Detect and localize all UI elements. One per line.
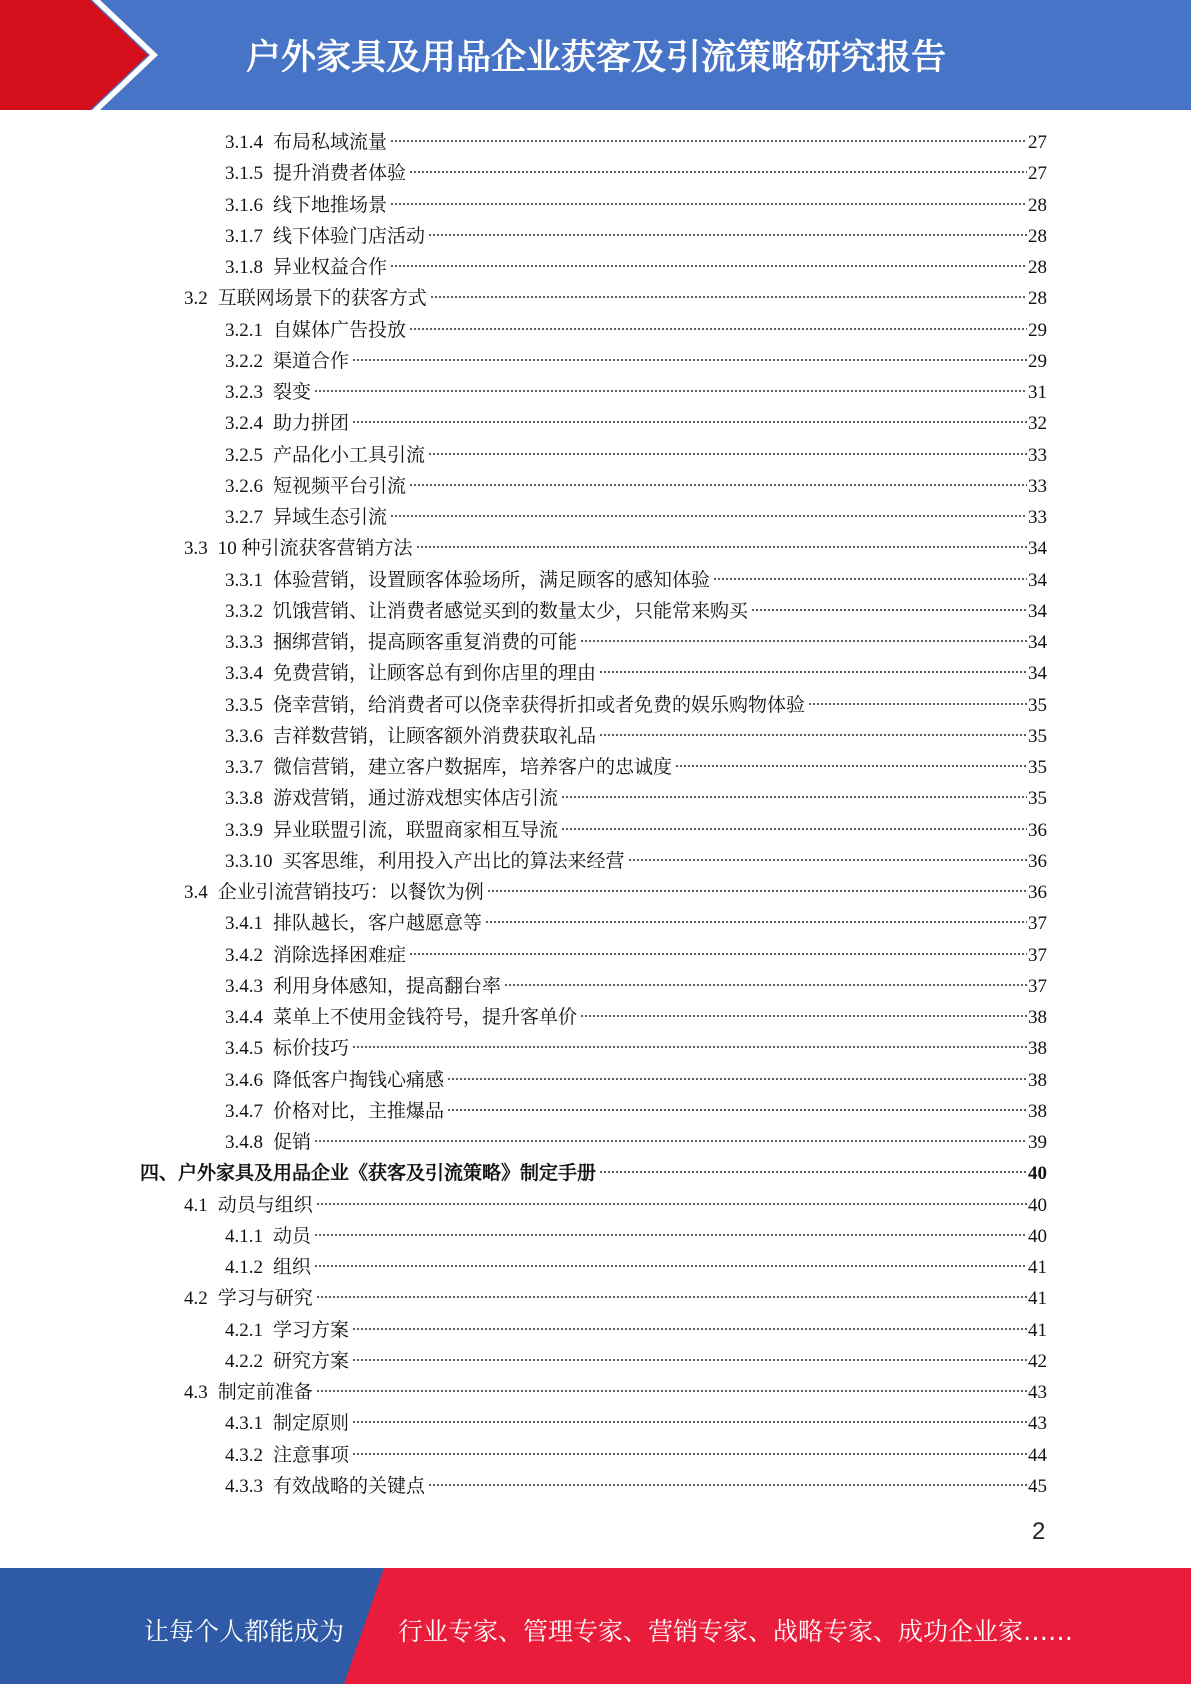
toc-dot-leader	[314, 389, 1027, 393]
toc-dot-leader	[504, 983, 1027, 987]
toc-entry-page: 34	[1028, 632, 1047, 653]
toc-entry-number: 3.3.7	[225, 757, 263, 778]
toc-entry-title: 免费营销，让顾客总有到你店里的理由	[273, 663, 597, 684]
toc-entry-number: 3.3.6	[225, 726, 263, 747]
toc-entry-title: 动员与组织	[217, 1195, 313, 1216]
toc-dot-leader	[428, 233, 1027, 237]
toc-entry-page: 33	[1028, 476, 1047, 497]
toc-entry-number: 3.4.6	[225, 1070, 263, 1091]
toc-entry-title: 促销	[273, 1132, 312, 1153]
toc-entry-number: 3.3.5	[225, 695, 263, 716]
toc-entry-page: 39	[1028, 1132, 1047, 1153]
toc-dot-leader	[675, 764, 1027, 768]
toc-entry-title: 吉祥数营销，让顾客额外消费获取礼品	[273, 726, 597, 747]
toc-entry[interactable]	[225, 1440, 1047, 1471]
toc-dot-leader	[561, 795, 1027, 799]
toc-dot-leader	[314, 1233, 1027, 1237]
toc-dot-leader	[599, 733, 1027, 737]
toc-dot-leader	[409, 483, 1027, 487]
toc-entry-number: 4.2.1	[225, 1320, 263, 1341]
toc-entry[interactable]	[225, 846, 1047, 877]
footer-slogan-right: 行业专家、管理专家、营销专家、战略专家、成功企业家……	[398, 1617, 1074, 1646]
toc-entry-title: 菜单上不使用金钱符号，提升客单价	[273, 1007, 578, 1028]
toc-entry[interactable]	[225, 471, 1047, 502]
toc-entry-title: 自媒体广告投放	[273, 320, 407, 341]
toc-entry-page: 40	[1028, 1163, 1047, 1184]
toc-dot-leader	[751, 608, 1027, 612]
toc-entry-number: 3.4.2	[225, 945, 263, 966]
toc-entry-page: 37	[1028, 976, 1047, 997]
toc-entry[interactable]	[225, 1033, 1047, 1064]
toc-entry-title: 助力拼团	[273, 413, 350, 434]
toc-entry[interactable]	[140, 1158, 1047, 1189]
toc-dot-leader	[485, 920, 1027, 924]
toc-entry-title: 制定原则	[273, 1413, 350, 1434]
toc-entry-number: 4.3.2	[225, 1445, 263, 1466]
toc-entry-page: 38	[1028, 1101, 1047, 1122]
toc-entry-page: 36	[1028, 820, 1047, 841]
toc-entry-page: 45	[1028, 1476, 1047, 1497]
toc-entry-page: 27	[1028, 132, 1047, 153]
toc-dot-leader	[409, 170, 1027, 174]
toc-entry[interactable]	[225, 908, 1047, 939]
toc-entry-number: 3.1.7	[225, 226, 263, 247]
toc-entry[interactable]	[184, 1190, 1047, 1221]
toc-entry-page: 34	[1028, 663, 1047, 684]
toc-entry-title: 有效战略的关键点	[273, 1476, 426, 1497]
toc-entry-page: 31	[1028, 382, 1047, 403]
toc-dot-leader	[487, 889, 1027, 893]
toc-entry-number: 4.3.3	[225, 1476, 263, 1497]
toc-dot-leader	[314, 1139, 1027, 1143]
toc-entry[interactable]	[225, 627, 1047, 658]
toc-entry-page: 35	[1028, 757, 1047, 778]
toc-entry-page: 43	[1028, 1382, 1047, 1403]
toc-entry-title: 学习方案	[273, 1320, 350, 1341]
toc-entry-title: 游戏营销，通过游戏想实体店引流	[273, 788, 559, 809]
toc-entry-page: 41	[1028, 1288, 1047, 1309]
toc-entry-number: 3.3.10	[225, 851, 273, 872]
toc-dot-leader	[430, 295, 1027, 299]
toc-entry-number: 3.4.7	[225, 1101, 263, 1122]
toc-entry[interactable]	[225, 1002, 1047, 1033]
toc-entry-number: 3.4	[184, 882, 208, 903]
page-footer	[0, 1568, 1191, 1684]
toc-entry-title: 异域生态引流	[273, 507, 388, 528]
toc-entry-page: 32	[1028, 413, 1047, 434]
toc-entry-page: 33	[1028, 445, 1047, 466]
toc-dot-leader	[390, 202, 1027, 206]
toc-entry-number: 3.4.4	[225, 1007, 263, 1028]
toc-entry[interactable]	[225, 158, 1047, 189]
toc-entry-page: 34	[1028, 601, 1047, 622]
toc-entry-title: 体验营销，设置顾客体验场所，满足顾客的感知体验	[273, 570, 711, 591]
toc-entry[interactable]	[225, 596, 1047, 627]
toc-entry-number: 4.1	[184, 1195, 208, 1216]
toc-dot-leader	[713, 577, 1027, 581]
toc-dot-leader	[390, 139, 1027, 143]
toc-entry[interactable]	[225, 1096, 1047, 1127]
toc-entry-page: 36	[1028, 851, 1047, 872]
toc-entry-number: 3.1.5	[225, 163, 263, 184]
toc-entry[interactable]	[184, 1283, 1047, 1314]
toc-entry-number: 3.2.2	[225, 351, 263, 372]
toc-entry-number: 3.3.1	[225, 570, 263, 591]
toc-entry-title: 布局私域流量	[273, 132, 388, 153]
toc-dot-leader	[390, 514, 1027, 518]
header-red-arrow-decoration	[0, 0, 150, 110]
toc-entry-page: 29	[1028, 351, 1047, 372]
toc-entry[interactable]	[225, 971, 1047, 1002]
toc-dot-leader	[409, 952, 1027, 956]
toc-entry-page: 37	[1028, 945, 1047, 966]
toc-entry-title: 消除选择困难症	[273, 945, 407, 966]
toc-entry-page: 28	[1028, 226, 1047, 247]
toc-entry[interactable]	[225, 690, 1047, 721]
toc-entry-title: 异业联盟引流，联盟商家相互导流	[273, 820, 559, 841]
toc-entry-title: 异业权益合作	[273, 257, 388, 278]
toc-entry-number: 4.2	[184, 1288, 208, 1309]
toc-dot-leader	[561, 827, 1027, 831]
toc-entry-page: 28	[1028, 288, 1047, 309]
toc-entry-title: 渠道合作	[273, 351, 350, 372]
toc-entry-title: 饥饿营销、让消费者感觉买到的数量太少，只能常来购买	[273, 601, 749, 622]
report-title: 户外家具及用品企业获客及引流策略研究报告	[246, 38, 947, 78]
toc-dot-leader	[447, 1077, 1027, 1081]
toc-entry[interactable]	[184, 1377, 1047, 1408]
toc-entry[interactable]	[225, 783, 1047, 814]
toc-entry-number: 3.3.4	[225, 663, 263, 684]
toc-entry-title: 裂变	[273, 382, 312, 403]
toc-entry-page: 29	[1028, 320, 1047, 341]
toc-entry-page: 34	[1028, 570, 1047, 591]
toc-dot-leader	[409, 327, 1027, 331]
toc-entry-number: 3.3.3	[225, 632, 263, 653]
toc-entry-title: 注意事项	[273, 1445, 350, 1466]
toc-entry-number: 3.2.5	[225, 445, 263, 466]
toc-entry-page: 43	[1028, 1413, 1047, 1434]
toc-entry[interactable]	[225, 1346, 1047, 1377]
toc-dot-leader	[352, 1358, 1027, 1362]
toc-dot-leader	[390, 264, 1027, 268]
toc-entry-title: 标价技巧	[273, 1038, 350, 1059]
toc-entry-number: 4.1.2	[225, 1257, 263, 1278]
toc-entry-number: 3.1.8	[225, 257, 263, 278]
page-header	[0, 0, 1191, 110]
toc-entry-number: 3.2.3	[225, 382, 263, 403]
toc-entry-number: 3.3.9	[225, 820, 263, 841]
toc-entry-number: 3.2	[184, 288, 208, 309]
toc-entry-page: 42	[1028, 1351, 1047, 1372]
toc-entry[interactable]	[184, 877, 1047, 908]
toc-entry-page: 41	[1028, 1257, 1047, 1278]
toc-entry-title: 四、户外家具及用品企业《获客及引流策略》制定手册	[140, 1163, 597, 1184]
toc-dot-leader	[428, 1483, 1027, 1487]
toc-entry-number: 3.4.5	[225, 1038, 263, 1059]
toc-entry-page: 28	[1028, 257, 1047, 278]
toc-entry[interactable]	[225, 1471, 1047, 1502]
toc-entry[interactable]	[225, 221, 1047, 252]
toc-entry[interactable]	[225, 721, 1047, 752]
toc-dot-leader	[599, 670, 1027, 674]
toc-entry-number: 3.3.2	[225, 601, 263, 622]
toc-entry[interactable]	[225, 315, 1047, 346]
toc-entry-page: 38	[1028, 1038, 1047, 1059]
toc-entry-number: 4.3.1	[225, 1413, 263, 1434]
toc-entry[interactable]	[225, 252, 1047, 283]
toc-entry-title: 制定前准备	[217, 1382, 313, 1403]
toc-entry-number: 3.3	[184, 538, 208, 559]
toc-entry-number: 3.1.4	[225, 132, 263, 153]
toc-entry-title: 学习与研究	[217, 1288, 313, 1309]
toc-entry-number: 4.2.2	[225, 1351, 263, 1372]
toc-dot-leader	[808, 702, 1027, 706]
toc-dot-leader	[352, 420, 1027, 424]
toc-entry[interactable]	[225, 658, 1047, 689]
toc-entry-title: 提升消费者体验	[273, 163, 407, 184]
toc-entry[interactable]	[225, 815, 1047, 846]
toc-entry-number: 3.2.7	[225, 507, 263, 528]
toc-entry-title: 侥幸营销，给消费者可以侥幸获得折扣或者免费的娱乐购物体验	[273, 695, 806, 716]
toc-entry[interactable]	[184, 283, 1047, 314]
toc-dot-leader	[352, 1452, 1027, 1456]
toc-dot-leader	[316, 1202, 1027, 1206]
toc-entry-title: 线下体验门店活动	[273, 226, 426, 247]
toc-entry-title: 线下地推场景	[273, 195, 388, 216]
page-number: 2	[1032, 1518, 1046, 1545]
toc-entry-title: 降低客户掏钱心痛感	[273, 1070, 445, 1091]
toc-entry-number: 3.4.3	[225, 976, 263, 997]
toc-entry[interactable]	[184, 533, 1047, 564]
toc-dot-leader	[314, 1264, 1027, 1268]
toc-entry[interactable]	[225, 127, 1047, 158]
toc-entry[interactable]	[225, 1315, 1047, 1346]
toc-entry[interactable]	[225, 752, 1047, 783]
toc-entry[interactable]	[225, 1408, 1047, 1439]
toc-entry-title: 10 种引流获客营销方法	[217, 538, 413, 559]
toc-entry-title: 研究方案	[273, 1351, 350, 1372]
toc-dot-leader	[316, 1389, 1027, 1393]
toc-entry-page: 27	[1028, 163, 1047, 184]
toc-dot-leader	[352, 1045, 1027, 1049]
toc-entry-page: 34	[1028, 538, 1047, 559]
toc-dot-leader	[416, 545, 1027, 549]
toc-entry-number: 3.4.8	[225, 1132, 263, 1153]
toc-entry-page: 41	[1028, 1320, 1047, 1341]
toc-dot-leader	[428, 452, 1027, 456]
toc-entry-page: 40	[1028, 1226, 1047, 1247]
toc-entry[interactable]	[225, 1065, 1047, 1096]
toc-entry-number: 4.1.1	[225, 1226, 263, 1247]
toc-entry[interactable]	[225, 1221, 1047, 1252]
toc-entry-title: 微信营销，建立客户数据库，培养客户的忠诚度	[273, 757, 673, 778]
toc-entry[interactable]	[225, 377, 1047, 408]
toc-entry[interactable]	[225, 440, 1047, 471]
toc-entry-page: 33	[1028, 507, 1047, 528]
toc-entry-page: 36	[1028, 882, 1047, 903]
toc-entry-page: 35	[1028, 726, 1047, 747]
toc-entry[interactable]	[225, 1252, 1047, 1283]
toc-entry-title: 捆绑营销，提高顾客重复消费的可能	[273, 632, 578, 653]
toc-entry[interactable]	[225, 408, 1047, 439]
toc-entry-title: 买客思维，利用投入产出比的算法来经营	[282, 851, 625, 872]
toc-entry-title: 企业引流营销技巧：以餐饮为例	[217, 882, 484, 903]
toc-entry-number: 4.3	[184, 1382, 208, 1403]
toc-entry-title: 价格对比，主推爆品	[273, 1101, 445, 1122]
toc-entry-page: 38	[1028, 1007, 1047, 1028]
toc-entry-title: 组织	[273, 1257, 312, 1278]
toc-entry[interactable]	[225, 346, 1047, 377]
toc-entry-title: 产品化小工具引流	[273, 445, 426, 466]
toc-dot-leader	[316, 1295, 1027, 1299]
toc-dot-leader	[352, 358, 1027, 362]
toc-dot-leader	[580, 639, 1027, 643]
toc-dot-leader	[599, 1170, 1027, 1174]
footer-slogan-left: 让每个人都能成为	[144, 1617, 345, 1646]
toc-entry-title: 短视频平台引流	[273, 476, 407, 497]
toc-entry[interactable]	[225, 940, 1047, 971]
toc-entry-title: 排队越长，客户越愿意等	[273, 913, 483, 934]
toc-entry[interactable]	[225, 565, 1047, 596]
toc-entry[interactable]	[225, 1127, 1047, 1158]
toc-entry-title: 互联网场景下的获客方式	[217, 288, 427, 309]
toc-entry-number: 3.4.1	[225, 913, 263, 934]
toc-entry-number: 3.1.6	[225, 195, 263, 216]
toc-entry-number: 3.2.6	[225, 476, 263, 497]
toc-dot-leader	[580, 1014, 1027, 1018]
toc-entry[interactable]	[225, 502, 1047, 533]
toc-entry-page: 35	[1028, 788, 1047, 809]
toc-entry-page: 44	[1028, 1445, 1047, 1466]
toc-entry-page: 40	[1028, 1195, 1047, 1216]
toc-entry-page: 37	[1028, 913, 1047, 934]
toc-entry-page: 38	[1028, 1070, 1047, 1091]
toc-dot-leader	[628, 858, 1027, 862]
toc-entry-number: 3.3.8	[225, 788, 263, 809]
toc-entry-page: 35	[1028, 695, 1047, 716]
toc-dot-leader	[352, 1420, 1027, 1424]
toc-dot-leader	[447, 1108, 1027, 1112]
toc-entry-title: 动员	[273, 1226, 312, 1247]
toc-entry-page: 28	[1028, 195, 1047, 216]
toc-entry-number: 3.2.1	[225, 320, 263, 341]
toc-entry[interactable]	[225, 190, 1047, 221]
toc-dot-leader	[352, 1327, 1027, 1331]
toc-entry-number: 3.2.4	[225, 413, 263, 434]
toc-entry-title: 利用身体感知，提高翻台率	[273, 976, 502, 997]
